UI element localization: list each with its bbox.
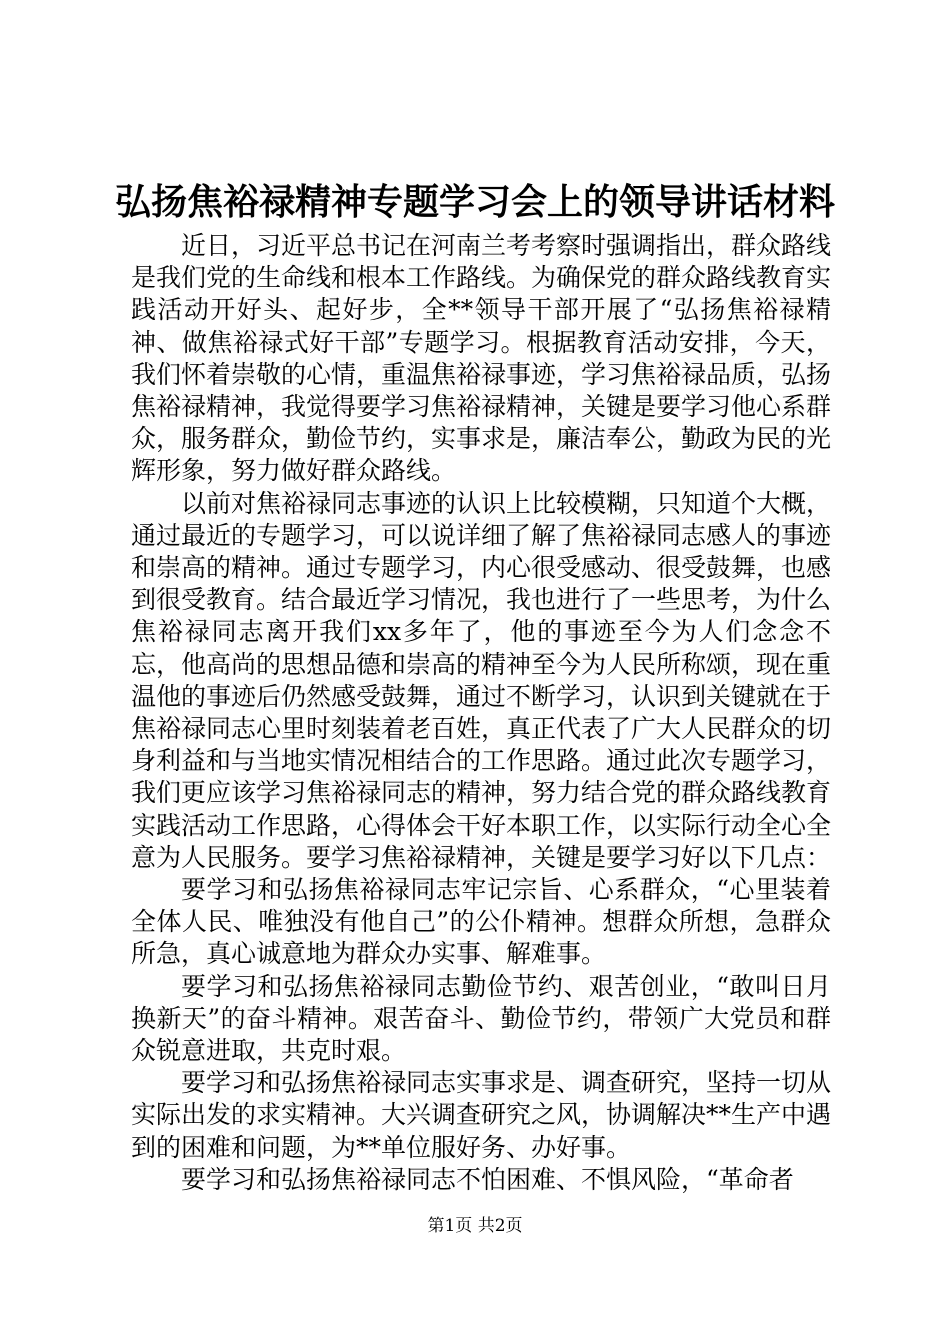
paragraph-2: 以前对焦裕禄同志事迹的认识上比较模糊，只知道个大概，通过最近的专题学习，可以说详细了解了焦裕禄同志感人的事迹和崇高的精神。通过专题学习，内心很受感动、很受鼓舞，也感到很受教育。结合最近学习情况，我也进行了一些思考，为什么焦裕禄同志离开我们xx多年了，他的事迹至今为人们念念不忘，他高尚的思想品德和崇高的精神至今为人民所称颂，现在重温他的事迹后仍然感受鼓舞，通过不断学习，认识到关键就在于焦裕禄同志心里时刻装着老百姓，真正代表了广大人民群众的切身利益和与当地实情况相结合的工作思路。通过此次专题学习，我们更应该学习焦裕禄同志的精神，努力结合党的群众路线教育实践活动工作思路，心得体会干好本职工作，以实际行动全心全意为人民服务。要学习焦裕禄精神，关键是要学习好以下几点：: [131, 488, 832, 872]
paragraph-4: 要学习和弘扬焦裕禄同志勤俭节约、艰苦创业，“敢叫日月换新天”的奋斗精神。艰苦奋斗、勤俭节约，带领广大党员和群众锐意进取，共克时艰。: [131, 971, 831, 1066]
page-number-footer: 第1页 共2页: [427, 1216, 523, 1236]
paragraph-1: 近日，习近平总书记在河南兰考考察时强调指出，群众路线是我们党的生命线和根本工作路线。为确保党的群众路线教育实践活动开好头、起好步，全**领导干部开展了“弘扬焦裕禄精神、做焦裕禄式好干部”专题学习。根据教育活动安排，今天，我们怀着崇敬的心情，重温焦裕禄事迹，学习焦裕禄品质，弘扬焦裕禄精神，我觉得要学习焦裕禄精神，关键是要学习他心系群众，服务群众，勤俭节约，实事求是，廉洁奉公，勤政为民的光辉形象，努力做好群众路线。: [131, 231, 832, 486]
paragraph-3: 要学习和弘扬焦裕禄同志牢记宗旨、心系群众，“心里装着全体人民、唯独没有他自己”的公仆精神。想群众所想，急群众所急，真心诚意地为群众办实事、解难事。: [131, 875, 831, 969]
paragraph-6: 要学习和弘扬焦裕禄同志不怕困难、不惧风险，“革命者: [181, 1164, 794, 1194]
paragraph-5: 要学习和弘扬焦裕禄同志实事求是、调查研究，坚持一切从实际出发的求实精神。大兴调查研究之风，协调解决**生产中遇到的困难和问题，为**单位服好务、办好事。: [131, 1068, 832, 1162]
document-title: 弘扬焦裕禄精神专题学习会上的领导讲话材料: [114, 181, 835, 223]
document-body: [131, 230, 831, 1196]
